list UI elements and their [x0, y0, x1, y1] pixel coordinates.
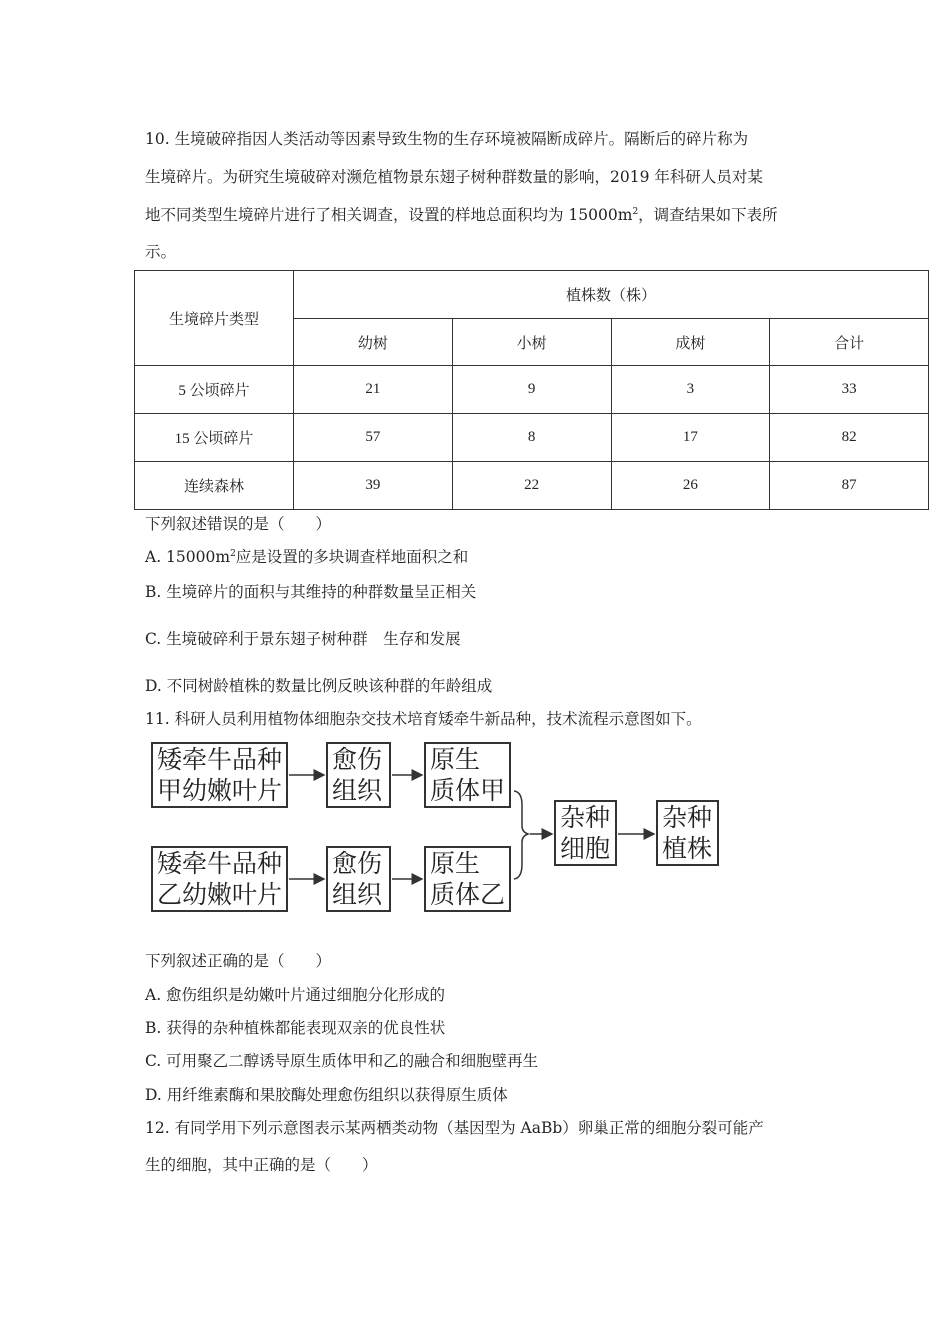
q10-stem: 下列叙述错误的是（ ） — [145, 515, 332, 533]
table-cell: 3 — [611, 366, 770, 414]
q10-line-3: 地不同类型生境碎片进行了相关调查，设置的样地总面积均为 $15000m^2$，调查结果如下表所 — [145, 206, 778, 224]
table-cell: 22 — [452, 462, 611, 510]
q10-option-b: B. 生境碎片的面积与其维持的种群数量呈正相关 — [145, 583, 477, 601]
protoplast-a-box: 原生 质体甲 — [424, 742, 511, 808]
q11-option-b: B. 获得的杂种植株都能表现双亲的优良性状 — [145, 1019, 446, 1037]
group-header-cell: 植株数（株） — [294, 271, 929, 319]
table-cell: 26 — [611, 462, 770, 510]
q11-intro: 11. 科研人员利用植物体细胞杂交技术培育矮牵牛新品种，技术流程示意图如下。 — [145, 710, 702, 728]
table-cell: 33 — [770, 366, 929, 414]
row-label: 15 公顷碎片 — [135, 414, 294, 462]
table-cell: 57 — [294, 414, 453, 462]
q11-option-a: A. 愈伤组织是幼嫩叶片通过细胞分化形成的 — [145, 986, 446, 1004]
table-cell: 39 — [294, 462, 453, 510]
table-cell: 87 — [770, 462, 929, 510]
table-cell: 8 — [452, 414, 611, 462]
column-header: 小树 — [452, 319, 611, 366]
q11-option-c: C. 可用聚乙二醇诱导原生质体甲和乙的融合和细胞壁再生 — [145, 1052, 539, 1070]
q10-line-4: 示。 — [145, 243, 177, 261]
row-label: 5 公顷碎片 — [135, 366, 294, 414]
table-cell: 82 — [770, 414, 929, 462]
q10-option-d: D. 不同树龄植株的数量比例反映该种群的年龄组成 — [145, 677, 493, 695]
q10-line-2: 生境碎片。为研究生境破碎对濒危植物景东翅子树种群数量的影响，2019 年科研人员对某 — [145, 168, 763, 186]
q10-option-c: C. 生境破碎利于景东翅子树种群 生存和发展 — [145, 630, 461, 648]
leaf-b-box: 矮牵牛品种 乙幼嫩叶片 — [151, 846, 288, 912]
q11-option-d: D. 用纤维素酶和果胶酶处理愈伤组织以获得原生质体 — [145, 1086, 508, 1104]
hybrid-cell-box: 杂种 细胞 — [554, 800, 617, 866]
q12-line-1: 12. 有同学用下列示意图表示某两栖类动物（基因型为 AaBb）卵巢正常的细胞分裂可能产 — [145, 1119, 764, 1137]
brace-icon — [514, 791, 528, 879]
column-header: 成树 — [611, 319, 770, 366]
column-header: 合计 — [770, 319, 929, 366]
table-cell: 17 — [611, 414, 770, 462]
table-cell: 21 — [294, 366, 453, 414]
callus-a-box: 愈伤 组织 — [326, 742, 391, 808]
q10-option-a: A. $15000m^2$应是设置的多块调查样地面积之和 — [145, 548, 469, 566]
table-cell: 9 — [452, 366, 611, 414]
q12-line-2: 生的细胞，其中正确的是（ ） — [145, 1156, 378, 1174]
q10-line-1: 10. 生境破碎指因人类活动等因素导致生物的生存环境被隔断成碎片。隔断后的碎片称为 — [145, 130, 749, 148]
callus-b-box: 愈伤 组织 — [326, 846, 391, 912]
row-header-cell: 生境碎片类型 — [135, 271, 294, 366]
hybrid-plant-box: 杂种 植株 — [656, 800, 719, 866]
column-header: 幼树 — [294, 319, 453, 366]
q11-stem: 下列叙述正确的是（ ） — [145, 952, 332, 970]
protoplast-b-box: 原生 质体乙 — [424, 846, 511, 912]
row-label: 连续森林 — [135, 462, 294, 510]
leaf-a-box: 矮牵牛品种 甲幼嫩叶片 — [151, 742, 288, 808]
